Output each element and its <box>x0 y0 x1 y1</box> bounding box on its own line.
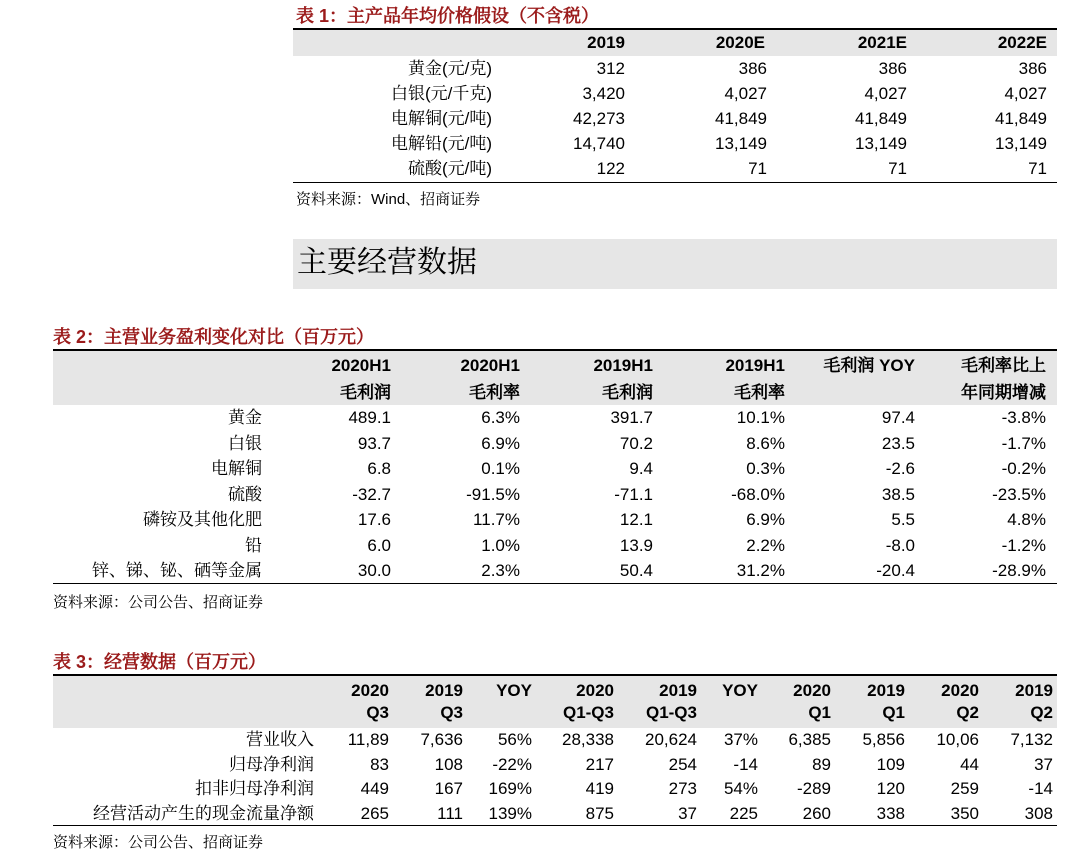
row-label: 电解铅(元/吨) <box>390 134 492 153</box>
table1-source: 资料来源：Wind、招商证券 <box>296 191 481 208</box>
table-cell: 167 <box>434 779 463 798</box>
table-cell: -71.1 <box>614 484 653 504</box>
table3-col-header-line2: Q3 <box>440 703 463 722</box>
table2-col-header-line2: 毛利率 <box>734 383 785 402</box>
table-cell: 2.3% <box>481 561 520 580</box>
table-cell: 41,849 <box>715 109 767 128</box>
table-cell: 419 <box>585 779 614 798</box>
table-cell: 0.3% <box>746 459 785 478</box>
table-cell: 391.7 <box>610 408 653 427</box>
row-label: 白银 <box>228 433 262 453</box>
table-cell: -1.2% <box>1001 535 1046 555</box>
table-cell: 37% <box>723 730 758 749</box>
table-cell: -14 <box>1028 779 1053 798</box>
table2-col-header-line2: 年同期增减 <box>961 383 1046 402</box>
table-cell: 89 <box>812 754 831 774</box>
table-cell: 71 <box>748 159 767 178</box>
table2-col-header-line1: 毛利率比上 <box>961 356 1046 375</box>
table-cell: 122 <box>596 159 625 178</box>
table-cell: 56% <box>497 730 532 749</box>
table3-col-header-line2: Q1 <box>808 703 831 722</box>
table-cell: 6.9% <box>746 510 785 529</box>
table-cell: 5,856 <box>862 730 905 749</box>
table2-bottom-rule <box>53 583 1057 584</box>
table2-col-header-line2: 毛利润 <box>602 383 653 402</box>
table2-caption: 表 2：主营业务盈利变化对比（百万元） <box>53 327 375 347</box>
table-cell: 217 <box>585 754 614 774</box>
table-cell: 13.9 <box>619 535 653 555</box>
table-cell: -14 <box>733 754 758 774</box>
table-cell: 5.5 <box>891 510 915 529</box>
table-cell: -3.8% <box>1001 408 1046 427</box>
row-label: 白银(元/千克) <box>390 84 492 103</box>
row-label: 硫酸(元/吨) <box>407 159 492 178</box>
row-label: 黄金 <box>228 408 262 427</box>
table3-col-header-line1: 2020 <box>576 681 614 700</box>
table-cell: 37 <box>678 803 697 823</box>
table1-col-header: 2019 <box>587 33 625 52</box>
table2-col-header-line1: 2019H1 <box>593 356 653 375</box>
table-cell: -32.7 <box>352 484 391 504</box>
table-cell: 6,385 <box>788 730 831 749</box>
table3-col-header-line1: 2019 <box>659 681 697 700</box>
table-cell: 83 <box>370 754 389 774</box>
table-cell: -1.7% <box>1001 433 1046 453</box>
row-label: 磷铵及其他化肥 <box>143 510 262 529</box>
table-cell: -68.0% <box>731 484 785 504</box>
table3-col-header-line1: 2019 <box>425 681 463 700</box>
table-cell: 169% <box>488 779 532 798</box>
table3-col-header-line1: YOY <box>722 681 758 700</box>
table3-col-header-line1: 2020 <box>941 681 979 700</box>
table-cell: 13,149 <box>995 134 1047 153</box>
table-cell: 120 <box>876 779 905 798</box>
table2-col-header-line2: 毛利率 <box>469 383 520 402</box>
section-banner <box>293 239 1057 289</box>
table-cell: 6.0 <box>367 535 391 555</box>
table-cell: 11.7% <box>473 510 520 529</box>
table3-bottom-rule <box>53 825 1057 826</box>
table-cell: 259 <box>950 779 979 798</box>
table2-col-header-line1: 2019H1 <box>725 356 785 375</box>
table1-col-header: 2021E <box>857 33 907 52</box>
table-cell: 50.4 <box>619 561 653 580</box>
table-cell: -0.2% <box>1001 459 1046 478</box>
table-cell: 308 <box>1024 803 1053 823</box>
table-cell: 23.5 <box>881 433 915 453</box>
table-cell: -2.6 <box>885 459 915 478</box>
table-cell: 44 <box>960 754 979 774</box>
table-cell: 54% <box>723 779 758 798</box>
table2-col-header-line1: 2020H1 <box>460 356 520 375</box>
table3-col-header-line1: 2019 <box>1015 681 1053 700</box>
table-cell: 9.4 <box>629 459 653 478</box>
table3-col-header-line2: Q2 <box>1030 703 1053 722</box>
row-label: 铅 <box>245 535 262 555</box>
table-cell: 20,624 <box>645 730 697 749</box>
table3-col-header-line1: 2020 <box>793 681 831 700</box>
table-cell: 111 <box>437 803 463 823</box>
table-cell: 93.7 <box>357 433 391 453</box>
table2-col-header-line1: 2020H1 <box>331 356 391 375</box>
table-cell: 41,849 <box>995 109 1047 128</box>
table-cell: 449 <box>360 779 389 798</box>
table-cell: 386 <box>738 59 767 78</box>
table3-col-header-line1: 2019 <box>867 681 905 700</box>
section-title: 主要经营数据 <box>297 246 477 279</box>
row-label: 扣非归母净利润 <box>195 779 314 798</box>
row-label: 硫酸 <box>228 484 262 504</box>
row-label: 电解铜(元/吨) <box>390 109 492 128</box>
table-cell: 6.3% <box>481 408 520 427</box>
table3-col-header-line2: Q2 <box>956 703 979 722</box>
row-label: 营业收入 <box>246 730 314 749</box>
table-cell: -23.5% <box>992 484 1046 504</box>
table-cell: 7,636 <box>420 730 463 749</box>
table1-col-header: 2020E <box>715 33 765 52</box>
table-cell: 31.2% <box>736 561 785 580</box>
table-cell: 17.6 <box>357 510 391 529</box>
table-cell: 489.1 <box>348 408 391 427</box>
table-cell: 273 <box>668 779 697 798</box>
table1-bottom-rule <box>293 182 1057 183</box>
table-cell: 139% <box>488 803 532 823</box>
table1-caption: 表 1：主产品年均价格假设（不含税） <box>296 6 600 26</box>
table-cell: 6.9% <box>481 433 520 453</box>
table-cell: 30.0 <box>357 561 391 580</box>
row-label: 黄金(元/克) <box>407 59 492 78</box>
table-cell: 4.8% <box>1007 510 1046 529</box>
table3-col-header-line2: Q1-Q3 <box>562 703 614 722</box>
table-cell: 386 <box>1018 59 1047 78</box>
table-cell: 71 <box>888 159 907 178</box>
table-cell: -289 <box>796 779 831 798</box>
table-cell: 14,740 <box>573 134 625 153</box>
table-cell: 10.1% <box>736 408 785 427</box>
table-cell: 4,027 <box>724 84 767 103</box>
table1-header <box>293 28 1057 56</box>
table-cell: 41,849 <box>855 109 907 128</box>
table-cell: -22% <box>492 754 532 774</box>
table-cell: 0.1% <box>481 459 520 478</box>
table2-source: 资料来源：公司公告、招商证券 <box>53 594 264 611</box>
table-cell: 260 <box>802 803 831 823</box>
table3-col-header-line1: 2020 <box>351 681 389 700</box>
table3-col-header-line2: Q1-Q3 <box>645 703 697 722</box>
table2-header <box>53 349 1057 405</box>
table-cell: 37 <box>1034 754 1053 774</box>
row-label: 经营活动产生的现金流量净额 <box>93 803 314 823</box>
table3-source: 资料来源：公司公告、招商证券 <box>53 834 264 851</box>
table-cell: -28.9% <box>992 561 1046 580</box>
table-cell: 875 <box>585 803 614 823</box>
table3-header <box>53 674 1057 728</box>
table-cell: 109 <box>876 754 905 774</box>
table-cell: 10,06 <box>936 730 979 749</box>
table-cell: 312 <box>596 59 625 78</box>
table-cell: 13,149 <box>855 134 907 153</box>
table-cell: 71 <box>1028 159 1047 178</box>
table-cell: 42,273 <box>573 109 625 128</box>
table3-col-header-line1: YOY <box>496 681 532 700</box>
table-cell: 108 <box>434 754 463 774</box>
table-cell: -91.5% <box>466 484 520 504</box>
table-cell: 13,149 <box>715 134 767 153</box>
table-cell: -8.0 <box>885 535 915 555</box>
table-cell: 38.5 <box>881 484 915 504</box>
table-cell: 8.6% <box>746 433 785 453</box>
row-label: 电解铜 <box>211 459 262 478</box>
table-cell: 2.2% <box>746 535 785 555</box>
table-cell: 338 <box>876 803 905 823</box>
table-cell: 265 <box>360 803 389 823</box>
row-label: 锌、锑、铋、硒等金属 <box>92 561 262 580</box>
table2-col-header-line1: 毛利润 YOY <box>823 356 915 375</box>
table-cell: 7,132 <box>1010 730 1053 749</box>
table-cell: 70.2 <box>619 433 653 453</box>
table1-col-header: 2022E <box>997 33 1047 52</box>
table3-caption: 表 3：经营数据（百万元） <box>53 652 267 672</box>
table-cell: 386 <box>878 59 907 78</box>
table-cell: 11,89 <box>347 730 389 749</box>
table3-col-header-line2: Q1 <box>882 703 905 722</box>
table-cell: 6.8 <box>367 459 391 478</box>
table-cell: 350 <box>950 803 979 823</box>
table3-col-header-line2: Q3 <box>366 703 389 722</box>
table-cell: 97.4 <box>881 408 915 427</box>
table-cell: -20.4 <box>876 561 915 580</box>
table-cell: 1.0% <box>481 535 520 555</box>
row-label: 归母净利润 <box>229 754 314 774</box>
table-cell: 4,027 <box>864 84 907 103</box>
table2-col-header-line2: 毛利润 <box>340 383 391 402</box>
table-cell: 254 <box>668 754 697 774</box>
table-cell: 3,420 <box>582 84 625 103</box>
table-cell: 12.1 <box>619 510 653 529</box>
table-cell: 28,338 <box>562 730 614 749</box>
table-cell: 225 <box>729 803 758 823</box>
table-cell: 4,027 <box>1004 84 1047 103</box>
